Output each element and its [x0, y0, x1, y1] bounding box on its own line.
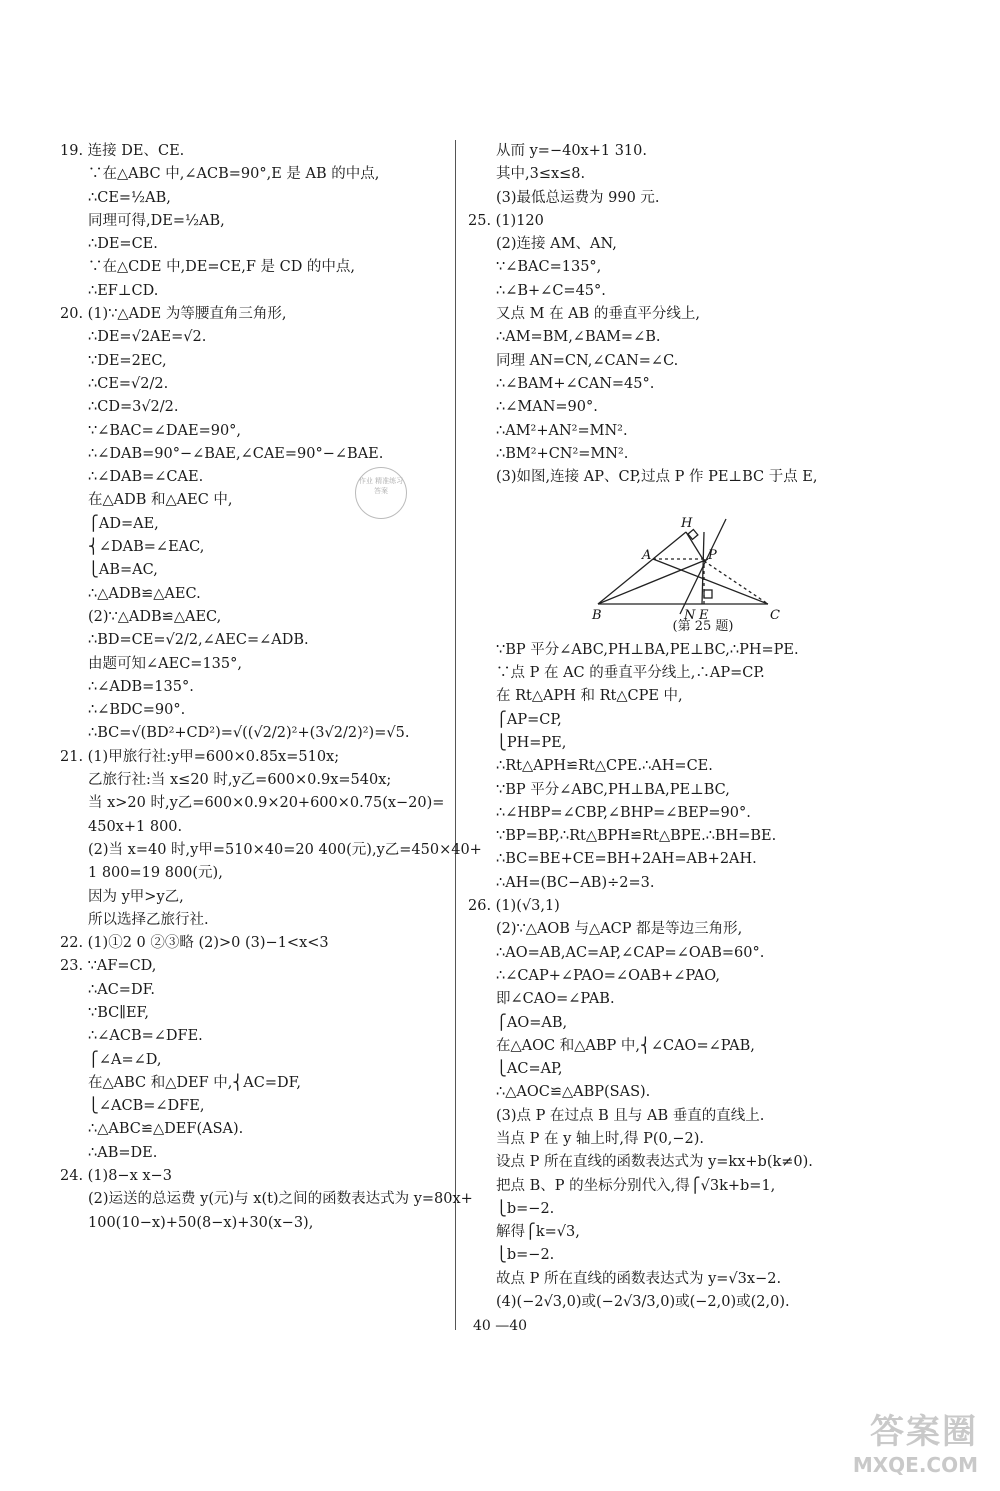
- text-line: ∴AM²+AN²=MN².: [496, 422, 628, 439]
- text-line: ⎧AP=CP,: [496, 711, 562, 728]
- text-line: ∴AC=DF.: [88, 981, 155, 998]
- text-line: (4)(−2√3,0)或(−2√3/3,0)或(−2,0)或(2,0).: [496, 1294, 790, 1311]
- text-line: ∴DE=CE.: [88, 236, 158, 253]
- text-line: 1 800=19 800(元),: [88, 865, 223, 882]
- text-line: 解得⎧k=√3,: [496, 1224, 580, 1241]
- text-line: ⎧AO=AB,: [496, 1014, 568, 1031]
- left-column: [60, 140, 482, 1235]
- text-line: ⎩b=−2.: [496, 1247, 555, 1264]
- text-line: ∴BC=BE+CE=BH+2AH=AB+2AH.: [496, 851, 757, 868]
- text-line: ∴AM=BM,∠BAM=∠B.: [496, 329, 661, 346]
- text-line: 19. 连接 DE、CE.: [60, 143, 185, 159]
- text-line: ∴∠HBP=∠CBP,∠BHP=∠BEP=90°.: [496, 804, 751, 821]
- text-line: 因为 y甲>y乙,: [88, 888, 184, 905]
- page-number: 40 —40: [472, 1318, 528, 1334]
- text-line: (3)最低总运费为 990 元.: [496, 189, 660, 206]
- text-line: ∵点 P 在 AC 的垂直平分线上,∴AP=CP.: [496, 665, 765, 682]
- watermark-url: MXQE.COM: [852, 1453, 978, 1477]
- text-line: ⎨∠DAB=∠EAC,: [88, 539, 205, 556]
- text-line: ∴EF⊥CD.: [88, 282, 159, 299]
- text-line: ∵BC∥EF,: [88, 1004, 149, 1021]
- figure-caption: (第 25 题): [672, 619, 734, 635]
- text-line: 由题可知∠AEC=135°,: [88, 655, 242, 672]
- text-line: ∵∠BAC=135°,: [496, 259, 602, 276]
- text-line: ∴BM²+CN²=MN².: [496, 445, 629, 462]
- label-N: N: [684, 608, 696, 620]
- text-line: 26. (1)(√3,1): [468, 898, 560, 915]
- label-P: P: [708, 548, 717, 564]
- text-line: ∵在△CDE 中,DE=CE,F 是 CD 的中点,: [88, 259, 356, 276]
- text-line: 故点 P 所在直线的函数表达式为 y=√3x−2.: [496, 1270, 782, 1287]
- text-line: ∴∠BAM+∠CAN=45°.: [496, 375, 655, 392]
- text-line: (3)点 P 在过点 B 且与 AB 垂直的直线上.: [496, 1107, 765, 1124]
- text-line: ⎩AB=AC,: [88, 562, 158, 579]
- text-line: ∴BC=√(BD²+CD²)=√((√2/2)²+(3√2/2)²)=√5.: [88, 725, 410, 742]
- text-line: (3)如图,连接 AP、CP,过点 P 作 PE⊥BC 于点 E,: [496, 469, 818, 486]
- watermark: [853, 1404, 978, 1477]
- label-C: C: [770, 608, 780, 620]
- text-line: ∴△ADB≌△AEC.: [88, 585, 201, 602]
- text-line: 设点 P 所在直线的函数表达式为 y=kx+b(k≠0).: [496, 1154, 813, 1171]
- text-line: 即∠CAO=∠PAB.: [496, 991, 615, 1008]
- text-line: ∴∠ACB=∠DFE.: [88, 1028, 203, 1045]
- watermark-logo: 答案圈: [870, 1412, 978, 1452]
- text-line: 同理可得,DE=½AB,: [88, 212, 225, 229]
- column-divider: [455, 140, 456, 1330]
- text-line: 24. (1)8−x x−3: [60, 1168, 172, 1185]
- text-line: ∴△AOC≌△ABP(SAS).: [496, 1084, 651, 1101]
- text-line: 又点 M 在 AB 的垂直平分线上,: [496, 306, 701, 323]
- text-line: ∴Rt△APH≌Rt△CPE.∴AH=CE.: [496, 758, 713, 775]
- text-line: 当点 P 在 y 轴上时,得 P(0,−2).: [496, 1130, 704, 1147]
- text-line: 21. (1)甲旅行社:y甲=600×0.85x=510x;: [60, 748, 340, 765]
- stamp-icon: 作业 精准练习 答案: [355, 467, 407, 519]
- text-line: 其中,3≤x≤8.: [496, 166, 586, 183]
- label-A: A: [642, 548, 652, 564]
- text-line: 22. (1)①2 0 ②③略 (2)>0 (3)−1<x<3: [60, 935, 329, 952]
- text-line: ∴∠CAP+∠PAO=∠OAB+∠PAO,: [496, 967, 720, 984]
- text-line: 23. ∵AF=CD,: [60, 958, 157, 975]
- text-line: (2)∵△ADB≌△AEC,: [88, 608, 222, 625]
- text-line: 450x+1 800.: [88, 818, 183, 835]
- text-line: ∵BP=BP,∴Rt△BPH≌Rt△BPE.∴BH=BE.: [496, 828, 777, 845]
- text-line: 25. (1)120: [468, 212, 544, 229]
- text-line: ∴AH=(BC−AB)÷2=3.: [496, 874, 655, 891]
- text-line: ∵BP 平分∠ABC,PH⊥BA,PE⊥BC,: [496, 781, 730, 798]
- text-line: ∴∠ADB=135°.: [88, 678, 194, 695]
- text-line: (2)∵△AOB 与△ACP 都是等边三角形,: [496, 921, 743, 938]
- label-B: B: [592, 608, 602, 620]
- text-line: 在△AOC 和△ABP 中,⎨∠CAO=∠PAB,: [496, 1037, 755, 1054]
- text-line: ∴∠MAN=90°.: [496, 399, 598, 416]
- right-column: [468, 140, 938, 1314]
- text-line: ∴BD=CE=√2/2,∠AEC=∠ADB.: [88, 632, 309, 649]
- text-line: ∴∠BDC=90°.: [88, 702, 186, 719]
- text-line: 把点 B、P 的坐标分别代入,得⎧√3k+b=1,: [496, 1177, 776, 1194]
- text-line: ∴DE=√2AE=√2.: [88, 329, 207, 346]
- text-line: ∴CE=½AB,: [88, 189, 171, 206]
- text-line: ⎧∠A=∠D,: [88, 1051, 162, 1068]
- text-line: ∴CD=3√2/2.: [88, 399, 179, 416]
- text-line: ∴△ABC≌△DEF(ASA).: [88, 1121, 244, 1138]
- text-line: ∴∠DAB=90°−∠BAE,∠CAE=90°−∠BAE.: [88, 445, 384, 462]
- text-line: 从而 y=−40x+1 310.: [496, 143, 647, 159]
- text-line: 乙旅行社:当 x≤20 时,y乙=600×0.9x=540x;: [88, 772, 392, 789]
- text-line: ∴∠B+∠C=45°.: [496, 282, 606, 299]
- text-line: 在△ABC 和△DEF 中,⎨AC=DF,: [88, 1074, 302, 1091]
- text-line: 在△ADB 和△AEC 中,: [88, 492, 233, 509]
- text-line: (2)当 x=40 时,y甲=510×40=20 400(元),y乙=450×40+: [88, 841, 482, 858]
- text-line: ∴AO=AB,AC=AP,∠CAP=∠OAB=60°.: [496, 944, 765, 961]
- text-line: 20. (1)∵△ADE 为等腰直角三角形,: [60, 306, 287, 323]
- text-line: 100(10−x)+50(8−x)+30(x−3),: [88, 1214, 314, 1231]
- text-line: ∵在△ABC 中,∠ACB=90°,E 是 AB 的中点,: [88, 166, 380, 183]
- text-line: ∵∠BAC=∠DAE=90°,: [88, 422, 242, 439]
- label-E: E: [699, 608, 709, 620]
- text-line: ∴AB=DE.: [88, 1144, 158, 1161]
- text-line: ∴∠DAB=∠CAE.: [88, 469, 204, 486]
- text-line: 同理 AN=CN,∠CAN=∠C.: [496, 352, 679, 369]
- text-line: ∵DE=2EC,: [88, 352, 167, 369]
- text-line: 所以选择乙旅行社.: [88, 911, 209, 928]
- text-line: ⎩PH=PE,: [496, 734, 567, 751]
- text-line: (2)运送的总运费 y(元)与 x(t)之间的函数表达式为 y=80x+: [88, 1191, 473, 1208]
- label-H: H: [681, 516, 693, 532]
- text-line: ∴CE=√2/2.: [88, 375, 169, 392]
- text-line: 当 x>20 时,y乙=600×0.9×20+600×0.75(x−20)=: [88, 795, 445, 812]
- text-line: ⎧AD=AE,: [88, 515, 159, 532]
- text-line: ∵BP 平分∠ABC,PH⊥BA,PE⊥BC,∴PH=PE.: [496, 641, 799, 658]
- text-line: ⎩AC=AP,: [496, 1061, 563, 1078]
- text-line: 在 Rt△APH 和 Rt△CPE 中,: [496, 688, 683, 705]
- text-line: ⎩b=−2.: [496, 1200, 555, 1217]
- text-line: ⎩∠ACB=∠DFE,: [88, 1098, 205, 1115]
- figure-25: [468, 489, 938, 619]
- text-line: (2)连接 AM、AN,: [496, 236, 617, 253]
